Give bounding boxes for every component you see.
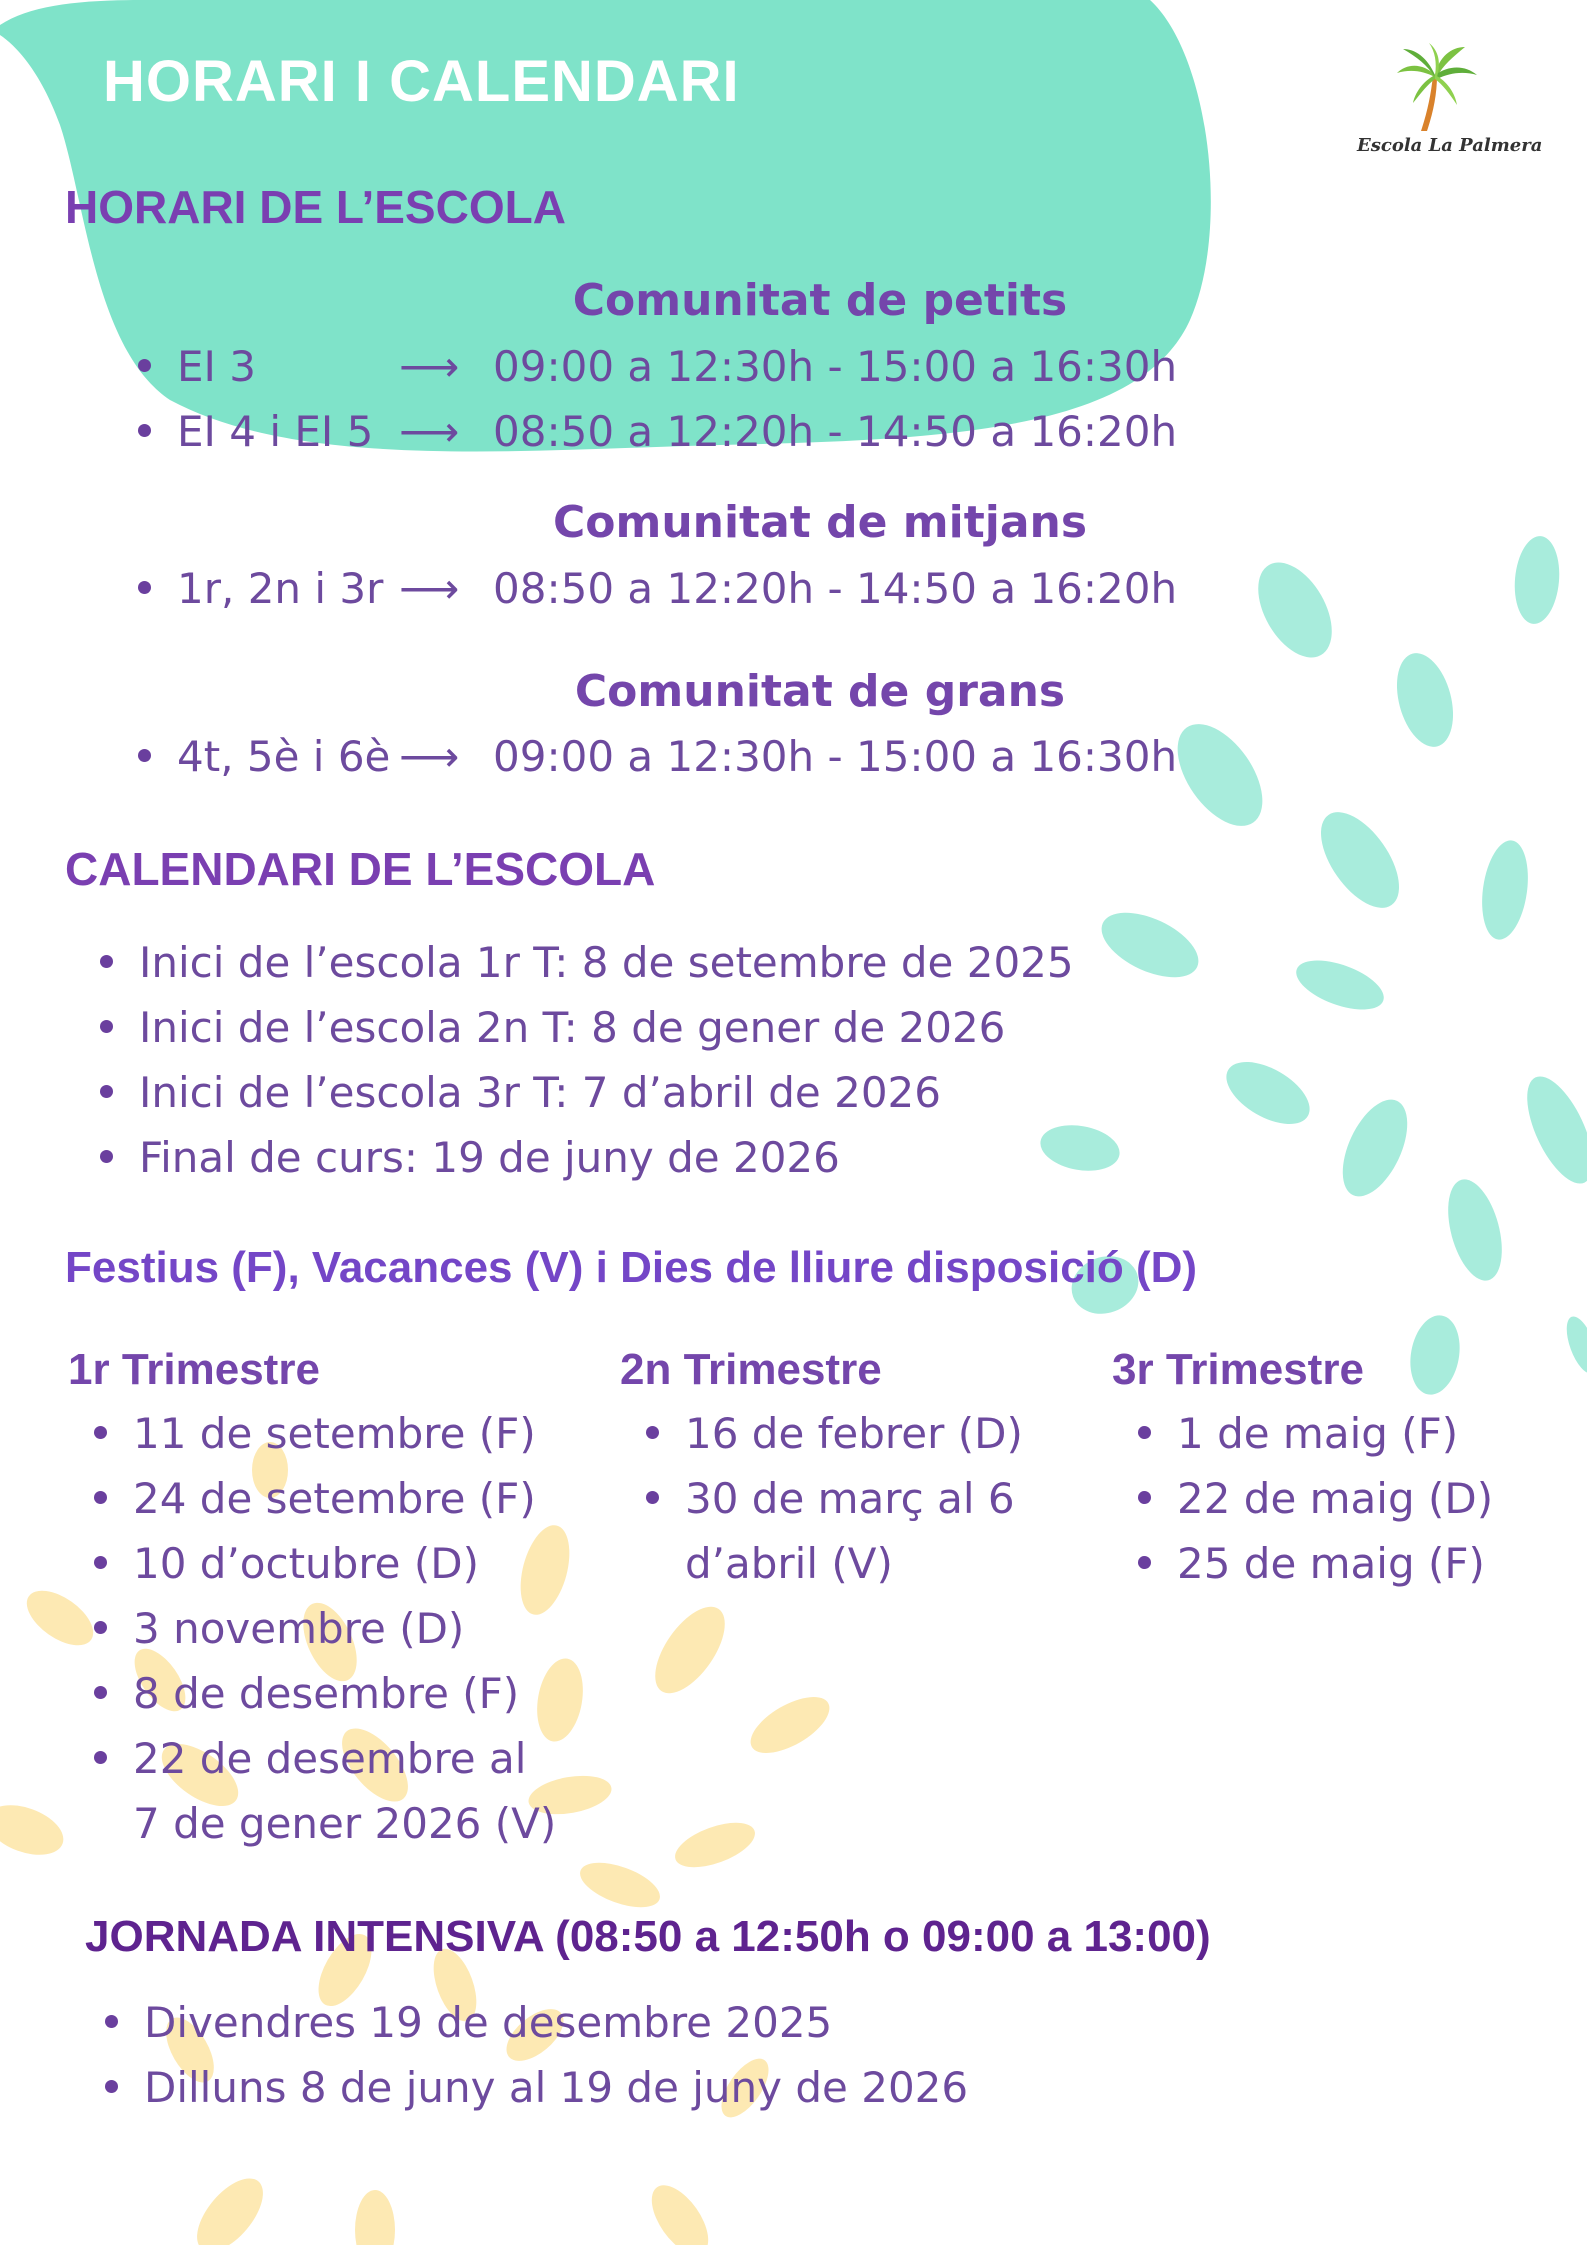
arrow-icon: ⟶ [399, 564, 460, 613]
trimester-list [1138, 1401, 1493, 1596]
horari-title: HORARI DE L’ESCOLA [65, 181, 566, 233]
bullet [94, 1686, 107, 1699]
festius-title: Festius (F), Vacances (V) i Dies de lliure disposició (D) [65, 1243, 1198, 1292]
list-item: 30 de març al 6 [646, 1466, 1023, 1531]
calendari-list [100, 930, 1074, 1190]
bullet [100, 1020, 113, 1033]
level-label: EI 4 i EI 5 [177, 407, 374, 456]
list-item: 11 de setembre (F) [94, 1401, 556, 1466]
bullet [94, 1556, 107, 1569]
schedule-row [138, 342, 1177, 391]
list-item: 16 de febrer (D) [646, 1401, 1023, 1466]
list-item: Inici de l’escola 3r T: 7 d’abril de 2026 [100, 1060, 1074, 1125]
level-label: 4t, 5è i 6è [177, 732, 391, 781]
community-title-mitjans: Comunitat de mitjans [552, 497, 1088, 548]
bullet [138, 581, 151, 594]
trimester-list [94, 1401, 556, 1856]
list-item: 22 de maig (D) [1138, 1466, 1493, 1531]
bullet [94, 1751, 107, 1764]
bullet [138, 424, 151, 437]
trimester-title: 2n Trimestre [620, 1345, 882, 1394]
bullet [1138, 1556, 1151, 1569]
list-item-continuation: 7 de gener 2026 (V) [133, 1799, 557, 1848]
bullet [1138, 1491, 1151, 1504]
trimester-title: 3r Trimestre [1112, 1345, 1364, 1394]
level-label: 1r, 2n i 3r [177, 564, 384, 613]
bullet [646, 1491, 659, 1504]
bullet [94, 1621, 107, 1634]
list-item: 24 de setembre (F) [94, 1466, 556, 1531]
list-item: 10 d’octubre (D) [94, 1531, 556, 1596]
list-item: 25 de maig (F) [1138, 1531, 1493, 1596]
schedule-time: 08:50 a 12:20h - 14:50 a 16:20h [493, 564, 1178, 613]
trimester-2 [620, 1345, 1023, 1596]
schedule-row [138, 407, 1177, 456]
jornada-title: JORNADA INTENSIVA (08:50 a 12:50h o 09:00 a 13:00) [85, 1912, 1211, 1961]
school-logo [1345, 35, 1543, 160]
arrow-icon: ⟶ [399, 407, 460, 456]
community-title-petits: Comunitat de petits [572, 275, 1068, 326]
list-item: Inici de l’escola 1r T: 8 de setembre de 2025 [100, 930, 1074, 995]
schedule-time: 09:00 a 12:30h - 15:00 a 16:30h [493, 732, 1178, 781]
schedule-time: 08:50 a 12:20h - 14:50 a 16:20h [493, 407, 1178, 456]
bullet [138, 359, 151, 372]
arrow-icon: ⟶ [399, 732, 460, 781]
bullet [100, 1085, 113, 1098]
list-item: 1 de maig (F) [1138, 1401, 1493, 1466]
schedule-time: 09:00 a 12:30h - 15:00 a 16:30h [493, 342, 1178, 391]
arrow-icon: ⟶ [399, 342, 460, 391]
bullet [100, 955, 113, 968]
bullet [105, 2080, 118, 2093]
palm-tree-icon [1385, 35, 1485, 135]
page-title: HORARI I CALENDARI [103, 49, 740, 114]
list-item: Final de curs: 19 de juny de 2026 [100, 1125, 1074, 1190]
trimester-1 [68, 1345, 556, 1856]
list-item: Divendres 19 de desembre 2025 [105, 1990, 968, 2055]
list-item: Dilluns 8 de juny al 19 de juny de 2026 [105, 2055, 968, 2120]
trimester-list [646, 1401, 1023, 1596]
bullet [100, 1150, 113, 1163]
logo-text: Escola La Palmera [1357, 135, 1543, 156]
list-item: Inici de l’escola 2n T: 8 de gener de 2026 [100, 995, 1074, 1060]
list-item-continuation: d’abril (V) [685, 1539, 893, 1588]
schedule-row [138, 564, 1177, 613]
trimester-title: 1r Trimestre [68, 1345, 320, 1394]
bullet [646, 1426, 659, 1439]
schedule-row [138, 732, 1177, 781]
community-title-grans: Comunitat de grans [574, 666, 1066, 717]
calendari-title: CALENDARI DE L’ESCOLA [65, 843, 656, 895]
list-item: 22 de desembre al [94, 1726, 556, 1791]
bullet [105, 2015, 118, 2028]
bullet [138, 749, 151, 762]
bullet [1138, 1426, 1151, 1439]
jornada-list [105, 1990, 968, 2120]
bullet [94, 1491, 107, 1504]
trimester-3 [1112, 1345, 1493, 1596]
bullet [94, 1426, 107, 1439]
level-label: EI 3 [177, 342, 256, 391]
list-item: 8 de desembre (F) [94, 1661, 556, 1726]
list-item: 3 novembre (D) [94, 1596, 556, 1661]
